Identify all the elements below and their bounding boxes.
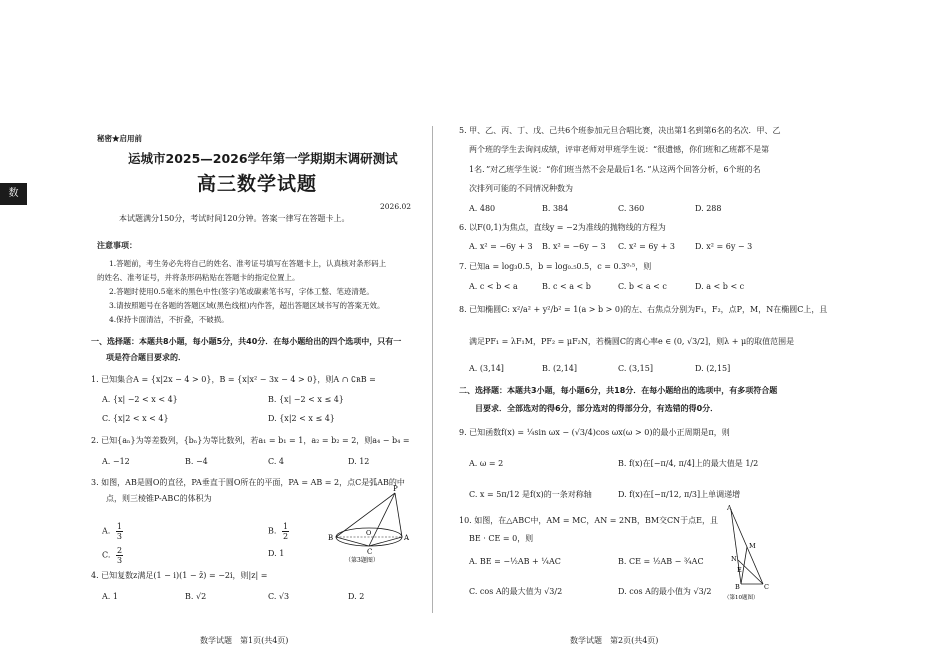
question-5-stem-cont: 两个班的学生去询问成绩，评审老师对甲班学生说：“很遗憾，你们班和乙班都不是第	[469, 145, 770, 154]
question-3-stem-cont: 点，则三棱锥P-ABC的体积为	[106, 494, 212, 503]
label-p: P	[393, 485, 398, 493]
question-8-stem-cont: 满足PF₁ = λF₁M，PF₂ = μF₂N，若椭圆C的离心率e ∈ (0, √3/2]，则λ + μ的取值范围是	[469, 337, 795, 346]
notice-line: 4.保持卡面清洁，不折叠，不破损。	[109, 315, 229, 324]
question-6-option-c: C. x² = 6y + 3	[618, 242, 675, 251]
section-one-header: 一、选择题：本题共8小题，每小题5分，共40分．在每小题给出的四个选项中，只有一	[91, 337, 402, 346]
question-9-stem: 9. 已知函数f(x) = ¼sin ωx − (√3/4)cos ωx(ω > 0)的最小正周期是π，则	[459, 428, 730, 437]
question-8-option-d: D. (2,15]	[695, 364, 731, 373]
label-b: B	[735, 583, 740, 591]
question-9-option-d: D. f(x)在[−π/12, π/3]上单调递增	[618, 490, 741, 499]
question-5-stem-cont: 次排列可能的不同情况种数为	[469, 184, 573, 193]
label-a: A	[404, 534, 410, 542]
right-page-footer: 数学试题 第2页(共4页)	[570, 636, 659, 645]
question-5-option-a: A. 480	[469, 204, 496, 213]
question-10-option-c: C. cos A的最大值为 √3/2	[469, 587, 563, 596]
notice-title: 注意事项：	[97, 241, 137, 250]
exam-date: 2026.02	[380, 202, 412, 211]
question-2-option-a: A. −12	[102, 457, 130, 466]
left-page-footer: 数学试题 第1页(共4页)	[200, 636, 289, 645]
question-3-option-d: D. 1	[268, 549, 285, 558]
question-3-figure	[325, 484, 413, 564]
label-n: N	[731, 555, 737, 563]
notice-line: 的姓名、准考证号，并将条形码粘贴在答题卡的指定位置上。	[97, 273, 300, 282]
question-2-stem: 2. 已知{aₙ}为等差数列，{bₙ}为等比数列，若a₁ = b₁ = 1，a₂ = b₂ = 2，则a₄ − b₄ =	[91, 436, 410, 445]
question-4-option-a: A. 1	[102, 592, 118, 601]
question-9-option-b: B. f(x)在[−π/4, π/4]上的最大值是 1/2	[618, 459, 759, 468]
question-8-option-a: A. (3,14]	[469, 364, 504, 373]
question-5-option-c: C. 360	[618, 204, 645, 213]
question-10-option-a: A. BE = −½AB + ¼AC	[469, 557, 561, 566]
question-10-option-b: B. CE = ½AB − ¾AC	[618, 557, 704, 566]
fraction: $\frac{1}{3}$	[116, 522, 122, 541]
notice-line: 3.请按照题号在各题的答题区域(黑色线框)内作答，超出答题区域书写的答案无效。	[109, 301, 385, 310]
label-c: C	[764, 583, 769, 591]
exam-title: 运城市2025—2026学年第一学期期末调研测试	[128, 151, 398, 166]
question-3-option-c: C. $\frac{2}{3}$	[102, 546, 123, 565]
question-8-option-b: B. (2,14]	[542, 364, 578, 373]
question-6-stem: 6. 以F(0,1)为焦点，直线y = −2为准线的抛物线的方程为	[459, 223, 666, 232]
label-c: C	[367, 548, 373, 556]
fraction: $\frac{2}{3}$	[116, 546, 123, 565]
question-1-option-b: B. {x| −2 < x ≤ 4}	[268, 395, 344, 404]
question-6-option-b: B. x² = −6y − 3	[542, 242, 606, 251]
label-b: B	[328, 534, 334, 542]
notice-line: 1.答题前，考生务必先将自己的姓名、准考证号填写在答题卡上，认真核对条形码上	[109, 259, 387, 268]
edge-pa	[395, 493, 402, 537]
question-7-option-c: C. b < a < c	[618, 282, 667, 291]
question-2-option-b: B. −4	[185, 457, 208, 466]
question-1-stem: 1. 已知集合A = {x|2x − 4 > 0}，B = {x|x² − 3x − 4 > 0}，则A ∩ ∁ʀB =	[91, 375, 376, 384]
question-9-option-c: C. x = 5π/12 是f(x)的一条对称轴	[469, 490, 592, 499]
question-8-stem: 8. 已知椭圆C: x²/a² + y²/b² = 1(a > b > 0)的左、右焦点分别为F₁，F₂，点P，M，N在椭圆C上，且	[459, 305, 828, 314]
question-4-stem: 4. 已知复数z满足(1 − i)(1 − z̄) = −2i，则|z| =	[91, 571, 268, 580]
question-7-stem: 7. 已知a = log₃0.5，b = log₀.₅0.5，c = 0.3⁰·⁵，则	[459, 262, 652, 271]
subject-tab: 数	[0, 183, 27, 205]
question-1-option-d: D. {x|2 < x ≤ 4}	[268, 414, 335, 423]
fraction: $\frac{1}{2}$	[282, 522, 289, 541]
notice-line: 2.答题时使用0.5毫米的黑色中性(签字)笔或碳素笔书写，字体工整、笔迹清楚。	[109, 287, 374, 296]
secret-label: 秘密★启用前	[97, 134, 142, 143]
section-two-header-cont: 目要求．全部选对的得6分，部分选对的得部分分，有选错的得0分．	[475, 404, 719, 413]
question-3-option-b: B. $\frac{1}{2}$	[268, 522, 289, 541]
question-3-stem: 3. 如图，AB是圆O的直径，PA垂直于圆O所在的平面，PA = AB = 2，点C是弧AB的中	[91, 478, 405, 487]
section-one-header-cont: 项是符合题目要求的．	[106, 353, 186, 362]
question-6-option-d: D. x² = 6y − 3	[695, 242, 753, 251]
question-9-option-a: A. ω = 2	[469, 459, 504, 468]
question-4-option-b: B. √2	[185, 592, 207, 601]
figure-3-caption: （第3题图）	[345, 557, 379, 564]
question-1-option-c: C. {x|2 < x < 4}	[102, 414, 169, 423]
question-8-option-c: C. (3,15]	[618, 364, 653, 373]
figure-10-caption: （第10题图）	[724, 595, 759, 601]
question-6-option-a: A. x² = −6y + 3	[469, 242, 533, 251]
section-two-header: 二、选择题：本题共3小题，每小题6分，共18分．在每小题给出的选项中，有多项符合题	[459, 386, 778, 395]
paper-title: 高三数学试题	[197, 173, 318, 195]
question-5-stem: 5. 甲、乙、丙、丁、戊、己共6个班参加元旦合唱比赛，决出第1名到第6名的名次．甲、乙	[459, 126, 781, 135]
question-3-option-a: A. $\frac{1}{3}$	[102, 522, 122, 541]
question-7-option-d: D. a < b < c	[695, 282, 745, 291]
question-1-option-a: A. {x| −2 < x < 4}	[102, 395, 178, 404]
question-4-option-c: C. √3	[268, 592, 290, 601]
label-e: E	[737, 566, 742, 574]
page-divider	[432, 126, 433, 613]
question-10-option-d: D. cos A的最小值为 √3/2	[618, 587, 712, 596]
question-4-option-d: D. 2	[348, 592, 365, 601]
question-10-stem: 10. 如图，在△ABC中，AM = MC，AN = 2NB，BM交CN于点E，且	[459, 516, 718, 525]
question-7-option-a: A. c < b < a	[469, 282, 518, 291]
question-5-option-d: D. 288	[695, 204, 722, 213]
label-o: O	[366, 529, 372, 537]
question-5-option-b: B. 384	[542, 204, 569, 213]
question-7-option-b: B. c < a < b	[542, 282, 591, 291]
question-5-stem-cont: 1名．”对乙班学生说：“你们班当然不会是最后1名．”从这两个回答分析，6个班的名	[469, 165, 761, 174]
question-2-option-d: D. 12	[348, 457, 370, 466]
question-2-option-c: C. 4	[268, 457, 285, 466]
edge-pc	[369, 493, 395, 546]
exam-intro: 本试题满分150分，考试时间120分钟。答案一律写在答题卡上。	[119, 214, 350, 223]
label-m: M	[749, 542, 756, 550]
question-10-figure	[718, 505, 778, 601]
question-10-stem-cont: BE · CE = 0，则	[469, 534, 534, 543]
label-a: A	[727, 505, 732, 512]
